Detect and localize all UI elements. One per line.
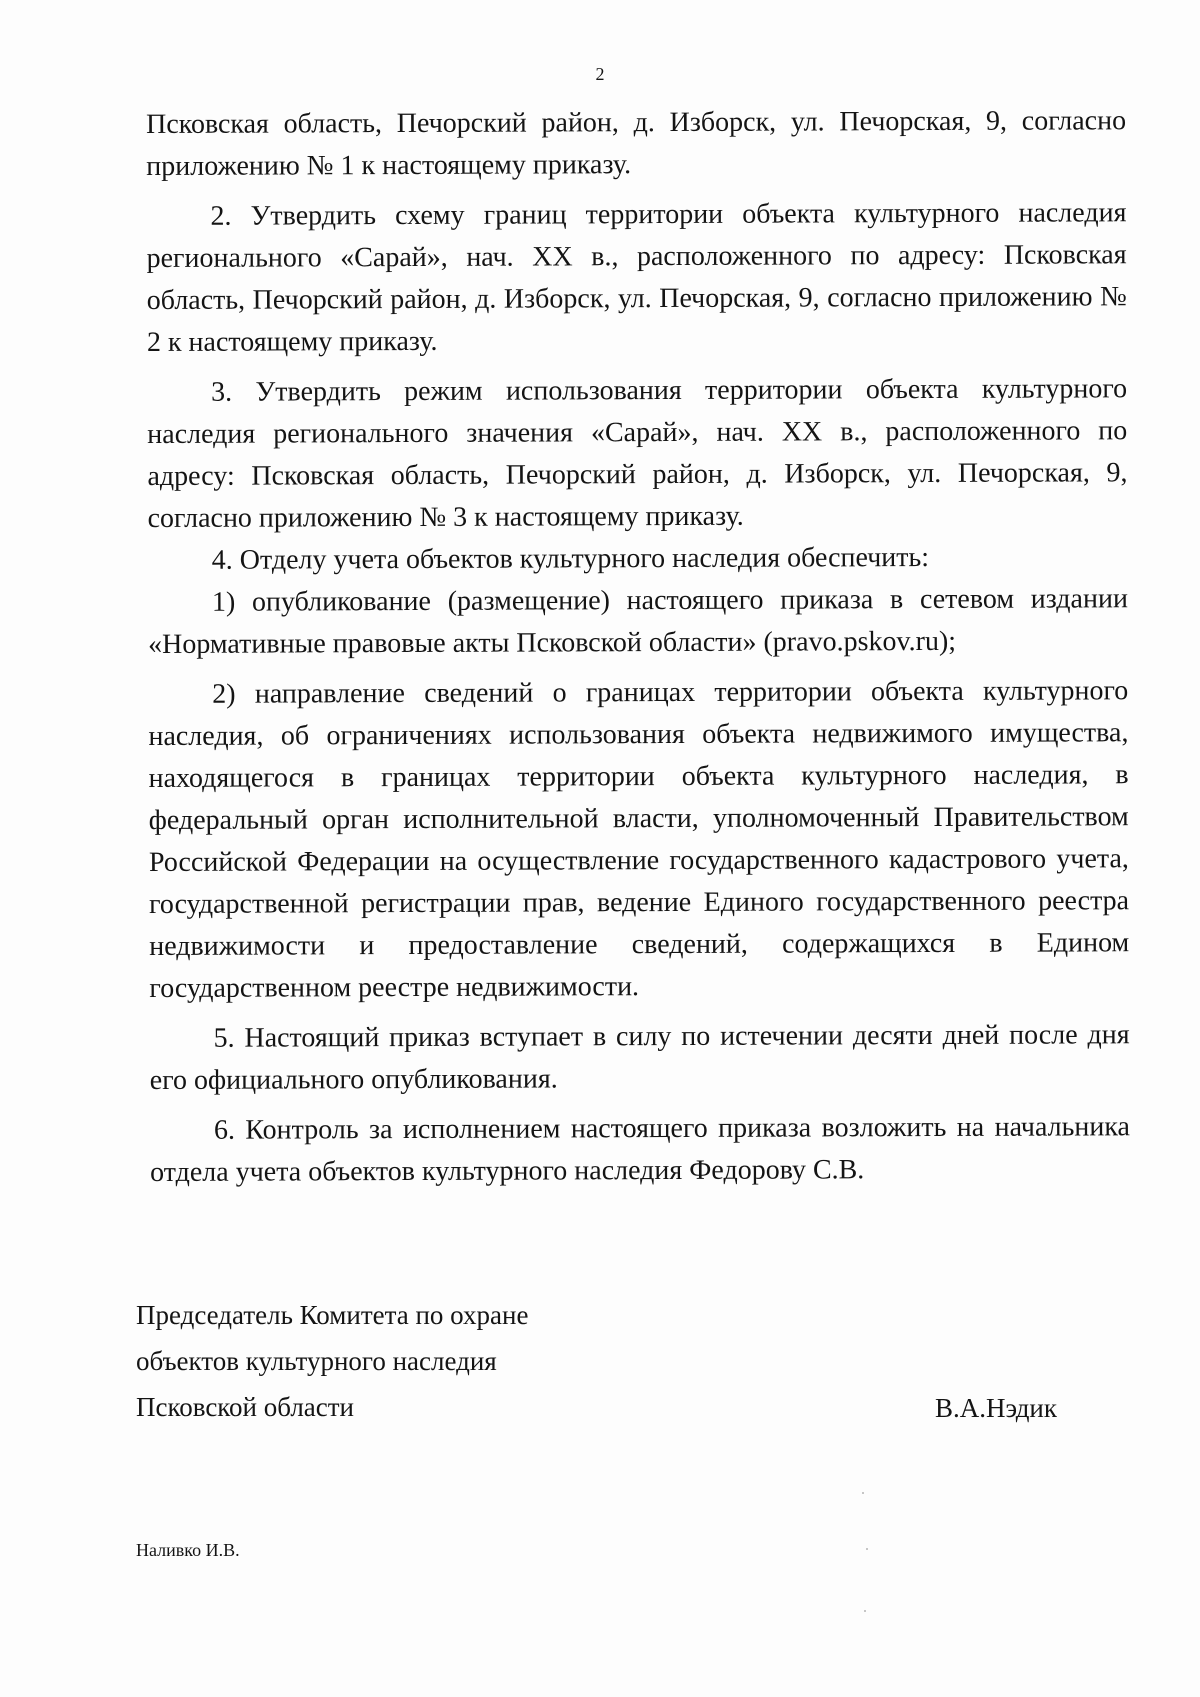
paragraph-item-6: 6. Контроль за исполнением настоящего приказа возложить на начальника отдела учета объектов культурного наследия Федорову С.В.	[150, 1111, 1130, 1188]
order-body	[146, 100, 1130, 1194]
scan-speck	[866, 1548, 868, 1550]
executor-name: Наливко И.В.	[136, 1540, 240, 1560]
signature-block	[136, 1292, 536, 1430]
page-number: 2	[595, 64, 605, 84]
paragraph-item-3: 3. Утвердить режим использования территории объекта культурного наследия регионального значения «Сарай», нач. XX в., расположенного по адресу: Псковская область, Печорский район, д. Изборск, ул. Печорская, 9, согласно приложению № 3 к настоящему приказу.	[147, 373, 1128, 534]
signer-name: В.А.Нэдик	[935, 1393, 1058, 1423]
paragraph-item-2: 2. Утвердить схему границ территории объекта культурного наследия регионального «Сарай», нач. XX в., расположенного по адресу: Псковская область, Печорский район, д. Изборск, ул. Печорская, 9, согласно приложению № 2 к настоящему приказу.	[146, 197, 1127, 358]
paragraph-item-4: 4. Отделу учета объектов культурного наследия обеспечить:	[211, 541, 930, 576]
scan-speck	[864, 1610, 866, 1612]
scan-speck	[862, 1492, 864, 1494]
signer-title-line-2: объектов культурного наследия	[136, 1346, 497, 1376]
signer-title-line-1: Председатель Комитета по охране	[136, 1300, 529, 1330]
paragraph-item-4-2: 2) направление сведений о границах территории объекта культурного наследия, об ограничениях использования объекта недвижимого имущества, находящегося в границах территории объекта культурного наследия, в федеральный орган исполнительной власти, уполномоченный Правительством Российской Федерации на осуществление государственного кадастрового учета, государственной регистрации прав, ведение Единого государственного реестра недвижимости и предоставление сведений, содержащихся в Едином государственном реестре недвижимости.	[148, 675, 1130, 1004]
paragraph-item-4-1: 1) опубликование (размещение) настоящего приказа в сетевом издании «Нормативные правовые акты Псковской области» (pravo.pskov.ru);	[148, 583, 1128, 660]
signer-title-line-3: Псковской области	[136, 1392, 355, 1422]
paragraph-1-continuation: Псковская область, Печорский район, д. Изборск, ул. Печорская, 9, согласно приложению № 1 к настоящему приказу.	[146, 105, 1127, 182]
paragraph-item-5: 5. Настоящий приказ вступает в силу по истечении десяти дней после дня его официального опубликования.	[149, 1019, 1130, 1096]
